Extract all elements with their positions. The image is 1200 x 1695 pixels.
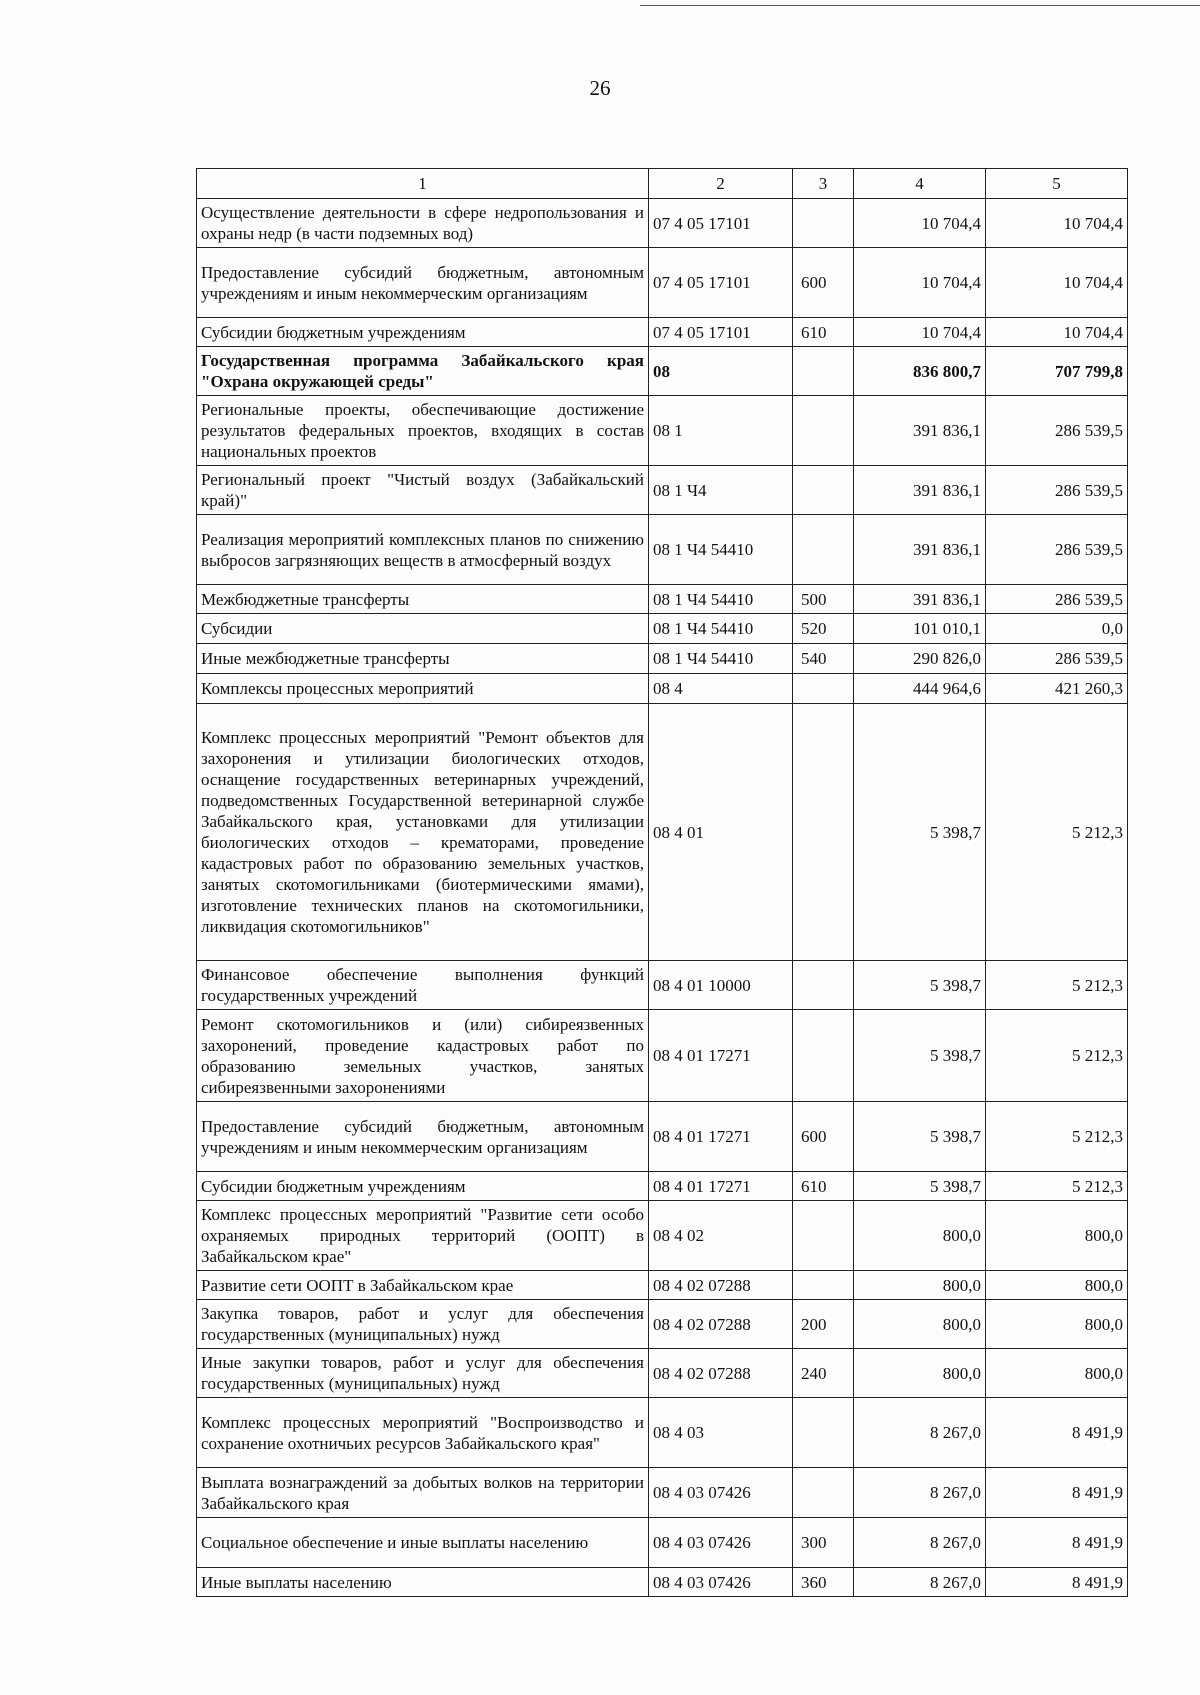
table-row (197, 515, 1128, 585)
row-value-2-cell: 0,0 (986, 614, 1128, 644)
row-type-cell (793, 1201, 854, 1271)
row-value-2-cell: 10 704,4 (986, 248, 1128, 318)
row-type-cell: 540 (793, 644, 854, 674)
row-value-1-cell: 101 010,1 (854, 614, 986, 644)
row-value-2-cell: 10 704,4 (986, 199, 1128, 248)
table-row (197, 644, 1128, 674)
table-row (197, 1010, 1128, 1102)
row-type-cell (793, 1398, 854, 1468)
table-row (197, 1201, 1128, 1271)
row-value-2-cell: 5 212,3 (986, 1010, 1128, 1102)
row-code-cell: 08 4 01 (649, 704, 793, 961)
row-value-1-cell: 5 398,7 (854, 961, 986, 1010)
budget-table (196, 168, 1128, 1597)
row-type-cell (793, 704, 854, 961)
row-value-2-cell: 286 539,5 (986, 585, 1128, 614)
header-cell: 2 (649, 169, 793, 199)
row-value-2-cell: 8 491,9 (986, 1518, 1128, 1568)
row-value-1-cell: 5 398,7 (854, 1102, 986, 1172)
row-type-cell: 500 (793, 585, 854, 614)
row-value-1-cell: 391 836,1 (854, 466, 986, 515)
row-code-cell: 08 4 (649, 674, 793, 704)
row-code-cell: 07 4 05 17101 (649, 318, 793, 347)
row-type-cell: 360 (793, 1568, 854, 1597)
table-row (197, 1102, 1128, 1172)
row-type-cell: 610 (793, 1172, 854, 1201)
row-name-cell: Государственная программа Забайкальского края "Охрана окружающей среды" (197, 347, 649, 396)
row-value-2-cell: 286 539,5 (986, 644, 1128, 674)
row-type-cell: 300 (793, 1518, 854, 1568)
table-row (197, 199, 1128, 248)
row-value-1-cell: 5 398,7 (854, 1010, 986, 1102)
row-code-cell: 08 4 02 07288 (649, 1271, 793, 1300)
table-row (197, 585, 1128, 614)
row-name-cell: Комплекс процессных мероприятий "Развитие сети особо охраняемых природных территорий (ООПТ) в Забайкальском крае" (197, 1201, 649, 1271)
row-code-cell: 08 4 01 17271 (649, 1172, 793, 1201)
row-value-1-cell: 800,0 (854, 1349, 986, 1398)
row-value-2-cell: 8 491,9 (986, 1398, 1128, 1468)
header-cell: 4 (854, 169, 986, 199)
row-code-cell: 08 4 01 17271 (649, 1102, 793, 1172)
row-type-cell (793, 1468, 854, 1518)
row-name-cell: Выплата вознаграждений за добытых волков на территории Забайкальского края (197, 1468, 649, 1518)
row-value-1-cell: 10 704,4 (854, 199, 986, 248)
table-row (197, 674, 1128, 704)
row-name-cell: Ремонт скотомогильников и (или) сибиреязвенных захоронений, проведение кадастровых работ по образованию земельных участков, занятых сибиреязвенными захоронениями (197, 1010, 649, 1102)
row-type-cell (793, 1271, 854, 1300)
row-code-cell: 08 1 (649, 396, 793, 466)
row-name-cell: Субсидии (197, 614, 649, 644)
page-number: 26 (589, 76, 611, 100)
table-row (197, 466, 1128, 515)
row-type-cell (793, 199, 854, 248)
row-code-cell: 07 4 05 17101 (649, 199, 793, 248)
table-row (197, 396, 1128, 466)
row-value-2-cell: 8 491,9 (986, 1468, 1128, 1518)
row-name-cell: Комплекс процессных мероприятий "Воспроизводство и сохранение охотничьих ресурсов Забайкальского края" (197, 1398, 649, 1468)
row-code-cell: 08 4 03 07426 (649, 1518, 793, 1568)
row-value-2-cell: 707 799,8 (986, 347, 1128, 396)
table-row (197, 1398, 1128, 1468)
table-row (197, 1468, 1128, 1518)
row-name-cell: Субсидии бюджетным учреждениям (197, 1172, 649, 1201)
row-value-2-cell: 421 260,3 (986, 674, 1128, 704)
row-type-cell (793, 674, 854, 704)
row-name-cell: Реализация мероприятий комплексных планов по снижению выбросов загрязняющих веществ в атмосферный воздух (197, 515, 649, 585)
row-code-cell: 08 1 Ч4 54410 (649, 585, 793, 614)
row-value-2-cell: 5 212,3 (986, 961, 1128, 1010)
row-type-cell: 600 (793, 1102, 854, 1172)
row-name-cell: Комплексы процессных мероприятий (197, 674, 649, 704)
row-value-2-cell: 800,0 (986, 1271, 1128, 1300)
row-value-1-cell: 800,0 (854, 1201, 986, 1271)
row-name-cell: Региональный проект "Чистый воздух (Забайкальский край)" (197, 466, 649, 515)
row-code-cell: 08 4 03 (649, 1398, 793, 1468)
table-row (197, 704, 1128, 961)
row-value-1-cell: 8 267,0 (854, 1398, 986, 1468)
table-row (197, 961, 1128, 1010)
row-value-1-cell: 290 826,0 (854, 644, 986, 674)
table-row (197, 1300, 1128, 1349)
table-row (197, 248, 1128, 318)
row-code-cell: 08 1 Ч4 54410 (649, 515, 793, 585)
row-value-2-cell: 5 212,3 (986, 704, 1128, 961)
table-row (197, 614, 1128, 644)
row-type-cell: 520 (793, 614, 854, 644)
table-row (197, 1568, 1128, 1597)
row-name-cell: Предоставление субсидий бюджетным, автономным учреждениям и иным некоммерческим организациям (197, 248, 649, 318)
table-row (197, 1518, 1128, 1568)
row-value-2-cell: 800,0 (986, 1300, 1128, 1349)
row-name-cell: Финансовое обеспечение выполнения функций государственных учреждений (197, 961, 649, 1010)
row-value-1-cell: 10 704,4 (854, 248, 986, 318)
row-value-2-cell: 286 539,5 (986, 515, 1128, 585)
row-value-1-cell: 391 836,1 (854, 515, 986, 585)
row-value-1-cell: 5 398,7 (854, 704, 986, 961)
row-value-1-cell: 800,0 (854, 1300, 986, 1349)
row-name-cell: Субсидии бюджетным учреждениям (197, 318, 649, 347)
top-rule (640, 5, 1200, 6)
row-value-2-cell: 286 539,5 (986, 466, 1128, 515)
row-name-cell: Комплекс процессных мероприятий "Ремонт объектов для захоронения и утилизации биологических отходов, оснащение государственных ветеринарных учреждений, подведомственных Государственной ветеринарной службе Забайкальского края, установками для утилизации биологических отходов – крематорами, проведение кадастровых работ по образованию земельных участков, занятых скотомогильниками (биотермическими ямами), изготовление технических планов на скотомогильники, ликвидация скотомогильников" (197, 704, 649, 961)
row-value-2-cell: 800,0 (986, 1201, 1128, 1271)
table-row (197, 1172, 1128, 1201)
row-type-cell: 200 (793, 1300, 854, 1349)
row-code-cell: 08 1 Ч4 (649, 466, 793, 515)
row-code-cell: 08 4 03 07426 (649, 1468, 793, 1518)
row-type-cell (793, 961, 854, 1010)
row-value-2-cell: 5 212,3 (986, 1102, 1128, 1172)
row-value-1-cell: 391 836,1 (854, 585, 986, 614)
row-value-2-cell: 5 212,3 (986, 1172, 1128, 1201)
table-row (197, 1271, 1128, 1300)
header-cell: 1 (197, 169, 649, 199)
header-row (197, 169, 1128, 199)
row-value-2-cell: 800,0 (986, 1349, 1128, 1398)
header-cell: 3 (793, 169, 854, 199)
row-code-cell: 08 4 02 (649, 1201, 793, 1271)
row-name-cell: Осуществление деятельности в сфере недропользования и охраны недр (в части подземных вод) (197, 199, 649, 248)
row-name-cell: Межбюджетные трансферты (197, 585, 649, 614)
row-value-1-cell: 444 964,6 (854, 674, 986, 704)
row-name-cell: Иные выплаты населению (197, 1568, 649, 1597)
row-code-cell: 07 4 05 17101 (649, 248, 793, 318)
row-type-cell: 610 (793, 318, 854, 347)
row-code-cell: 08 1 Ч4 54410 (649, 614, 793, 644)
row-code-cell: 08 4 02 07288 (649, 1349, 793, 1398)
row-type-cell (793, 396, 854, 466)
row-type-cell: 600 (793, 248, 854, 318)
row-name-cell: Закупка товаров, работ и услуг для обеспечения государственных (муниципальных) нужд (197, 1300, 649, 1349)
row-name-cell: Развитие сети ООПТ в Забайкальском крае (197, 1271, 649, 1300)
row-value-1-cell: 8 267,0 (854, 1568, 986, 1597)
table-row (197, 1349, 1128, 1398)
row-name-cell: Региональные проекты, обеспечивающие достижение результатов федеральных проектов, входящих в состав национальных проектов (197, 396, 649, 466)
row-name-cell: Иные закупки товаров, работ и услуг для обеспечения государственных (муниципальных) нужд (197, 1349, 649, 1398)
row-name-cell: Социальное обеспечение и иные выплаты населению (197, 1518, 649, 1568)
row-code-cell: 08 4 01 17271 (649, 1010, 793, 1102)
row-name-cell: Иные межбюджетные трансферты (197, 644, 649, 674)
row-value-1-cell: 10 704,4 (854, 318, 986, 347)
row-type-cell (793, 1010, 854, 1102)
row-value-1-cell: 800,0 (854, 1271, 986, 1300)
row-name-cell: Предоставление субсидий бюджетным, автономным учреждениям и иным некоммерческим организациям (197, 1102, 649, 1172)
row-code-cell: 08 4 03 07426 (649, 1568, 793, 1597)
table-row (197, 318, 1128, 347)
row-type-cell (793, 515, 854, 585)
row-type-cell (793, 466, 854, 515)
row-value-1-cell: 8 267,0 (854, 1518, 986, 1568)
header-cell: 5 (986, 169, 1128, 199)
row-code-cell: 08 (649, 347, 793, 396)
row-code-cell: 08 4 01 10000 (649, 961, 793, 1010)
row-value-1-cell: 836 800,7 (854, 347, 986, 396)
table-row (197, 347, 1128, 396)
row-type-cell (793, 347, 854, 396)
row-value-2-cell: 10 704,4 (986, 318, 1128, 347)
row-value-2-cell: 286 539,5 (986, 396, 1128, 466)
row-value-1-cell: 8 267,0 (854, 1468, 986, 1518)
row-value-1-cell: 5 398,7 (854, 1172, 986, 1201)
row-value-1-cell: 391 836,1 (854, 396, 986, 466)
row-code-cell: 08 1 Ч4 54410 (649, 644, 793, 674)
row-code-cell: 08 4 02 07288 (649, 1300, 793, 1349)
row-type-cell: 240 (793, 1349, 854, 1398)
row-value-2-cell: 8 491,9 (986, 1568, 1128, 1597)
